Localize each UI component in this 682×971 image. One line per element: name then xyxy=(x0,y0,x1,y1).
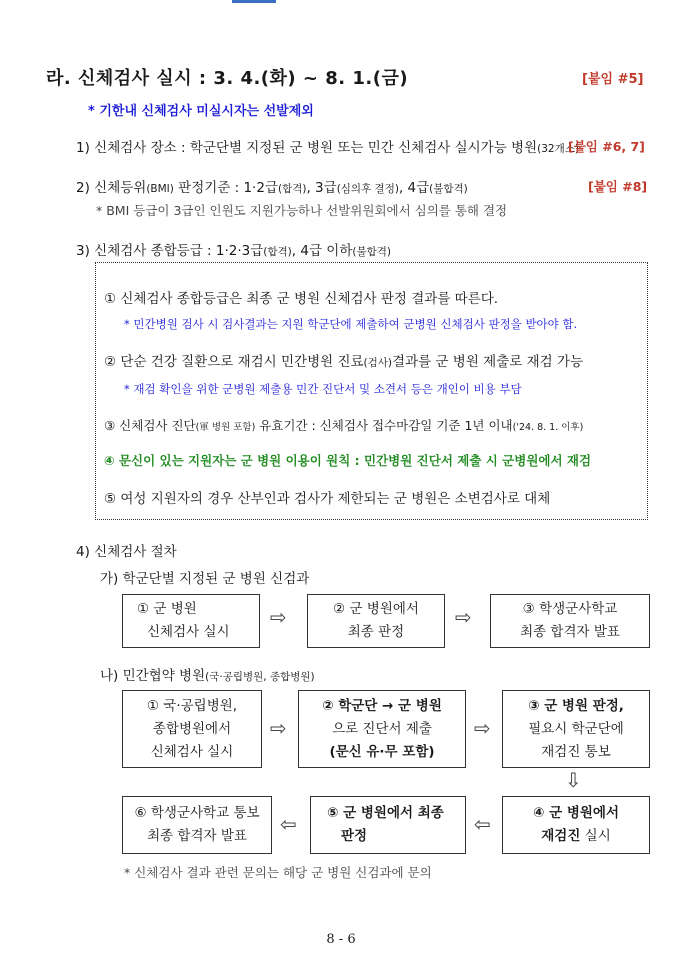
na-step-3-line3: 재검진 통보 xyxy=(541,743,611,760)
box-item-1-note: * 민간병원 검사 시 검사결과는 지원 학군단에 제출하여 군병원 신체검사 판정을 받아야 함. xyxy=(124,317,578,331)
right-arrow-icon: ⇨ xyxy=(455,605,472,629)
item-bmi-note: * BMI 등급이 3급인 인원도 지원가능하나 선발위원회에서 심의를 통해 결정 xyxy=(96,203,508,218)
box-item-2-a: ② 단순 건강 질환으로 재검시 민간병원 진료 xyxy=(104,354,364,370)
box-item-3 xyxy=(104,416,583,434)
title-reference: [붙임 #5] xyxy=(582,72,644,87)
na-step-3-line2: 필요시 학군단에 xyxy=(528,720,624,737)
bmi-label: 2) 신체등위 xyxy=(76,180,147,196)
box-item-2-c: 결과를 군 병원 제출로 재검 가능 xyxy=(392,354,584,370)
ga-step-1 xyxy=(122,594,260,648)
na-step-6-line1: ⑥ 학생군사학교 통보 xyxy=(134,805,260,821)
na-step-4 xyxy=(502,796,650,854)
na-step-5-line2: 판정 xyxy=(341,828,368,844)
left-arrow-icon: ⇦ xyxy=(474,812,491,836)
na-step-1 xyxy=(122,690,262,768)
item-exam-location-text: 1) 신체검사 장소 : 학군단별 지정된 군 병원 또는 민간 신체검사 실시가능 병원 xyxy=(76,140,538,156)
na-step-5-line1: ⑤ 군 병원에서 최종 xyxy=(327,805,444,821)
overall-grade-4: , 4급 이하 xyxy=(291,243,353,259)
section-title: 라. 신체검사 실시 : 3. 4.(화) ~ 8. 1.(금) xyxy=(46,68,409,89)
ga-step-2-line2: 최종 판정 xyxy=(347,624,405,640)
box-item-3-a: ③ 신체검사 진단 xyxy=(104,418,196,433)
item-bmi-ref: [붙임 #8] xyxy=(588,179,648,194)
item-bmi-criteria xyxy=(76,176,468,196)
overall-grade-fail: (불합격) xyxy=(352,246,391,258)
bmi-grade-12: 판정기준 : 1·2급 xyxy=(173,180,278,196)
box-item-4: ④ 문신이 있는 지원자는 군 병원 이용이 원칙 : 민간병원 진단서 제출 시 군병원에서 재검 xyxy=(104,453,592,468)
procedure-ga-label: 가) 학군단별 지정된 군 병원 신검과 xyxy=(100,571,310,587)
na-step-2-line2: 으로 진단서 제출 xyxy=(332,720,432,737)
box-item-3-d: ('24. 8. 1. 이후) xyxy=(512,422,584,433)
ga-step-3 xyxy=(490,594,650,648)
procedure-na-label xyxy=(100,664,315,684)
na-step-1-line2: 종합병원에서 xyxy=(152,720,232,737)
item-exam-location-ref: [붙임 #6, 7] xyxy=(568,139,645,154)
na-step-2-line3: (문신 유·무 포함) xyxy=(329,743,435,760)
right-arrow-icon: ⇨ xyxy=(474,716,491,740)
deadline-warning: * 기한내 신체검사 미실시자는 선발제외 xyxy=(88,104,314,119)
box-item-5: ⑤ 여성 지원자의 경우 산부인과 검사가 제한되는 군 병원은 소변검사로 대체 xyxy=(104,491,551,507)
na-step-3 xyxy=(502,690,650,768)
ga-step-2 xyxy=(307,594,445,648)
bmi-review: (심의후 결정) xyxy=(336,183,399,195)
na-step-4-line2b: 실시 xyxy=(580,828,611,844)
na-step-4-line1: ④ 군 병원에서 xyxy=(532,805,620,821)
down-arrow-icon: ⇩ xyxy=(565,768,582,792)
na-label-text: 나) 민간협약 병원 xyxy=(100,668,206,684)
item-exam-location xyxy=(76,136,579,156)
box-item-1: ① 신체검사 종합등급은 최종 군 병원 신체검사 판정 결과를 따른다. xyxy=(104,291,499,307)
box-item-3-c: 유효기간 : 신체검사 접수마감일 기준 1년 이내 xyxy=(255,418,513,433)
ga-step-3-line1: ③ 학생군사학교 xyxy=(522,601,618,617)
na-step-1-line3: 신체검사 실시 xyxy=(150,743,234,760)
top-accent-bar xyxy=(232,0,276,3)
na-step-6 xyxy=(122,796,272,854)
item-overall-grade xyxy=(76,239,391,259)
na-step-4-line2 xyxy=(541,825,611,848)
overall-grade-label: 3) 신체검사 종합등급 : 1·2·3급 xyxy=(76,243,264,259)
ga-step-3-line2: 최종 합격자 발표 xyxy=(520,624,620,640)
box-item-2-note: * 재검 확인을 위한 군병원 제출용 민간 진단서 및 소견서 등은 개인이 비용 부담 xyxy=(124,382,522,396)
procedure-heading: 4) 신체검사 절차 xyxy=(76,544,177,560)
right-arrow-icon: ⇨ xyxy=(270,716,287,740)
box-item-2 xyxy=(104,350,583,370)
left-arrow-icon: ⇦ xyxy=(280,812,297,836)
bmi-fail: (불합격) xyxy=(429,183,468,195)
na-step-6-line2: 최종 합격자 발표 xyxy=(147,828,247,844)
na-step-4-line2a: 재검진 xyxy=(541,828,581,844)
na-label-small: (국·공립병원, 종합병원) xyxy=(205,671,315,683)
na-step-1-line1: ① 국·공립병원, xyxy=(146,697,238,714)
overall-grade-pass: (합격) xyxy=(263,246,292,258)
na-step-3-line1: ③ 군 병원 판정, xyxy=(528,697,624,714)
ga-step-1-line2: 신체검사 실시 xyxy=(147,624,230,640)
ga-step-2-line1: ② 군 병원에서 xyxy=(333,601,419,617)
box-item-2-b: (검사) xyxy=(363,357,393,369)
na-step-2-line1: ② 학군단 → 군 병원 xyxy=(322,697,442,714)
bmi-abbr: (BMI) xyxy=(146,183,174,195)
bmi-grade-4: , 4급 xyxy=(398,180,430,196)
bmi-grade-3: , 3급 xyxy=(306,180,337,196)
na-step-5 xyxy=(310,796,466,854)
page-number: 8 - 6 xyxy=(326,932,356,947)
procedure-note: * 신체검사 결과 관련 문의는 해당 군 병원 신검과에 문의 xyxy=(124,865,432,880)
box-item-3-b: (軍 병원 포함) xyxy=(195,422,256,433)
bmi-pass: (합격) xyxy=(277,183,307,195)
na-step-2 xyxy=(298,690,466,768)
ga-step-1-line1: ① 군 병원 xyxy=(137,601,197,617)
right-arrow-icon: ⇨ xyxy=(270,605,287,629)
item-exam-location-count: (32개소) xyxy=(537,143,579,155)
